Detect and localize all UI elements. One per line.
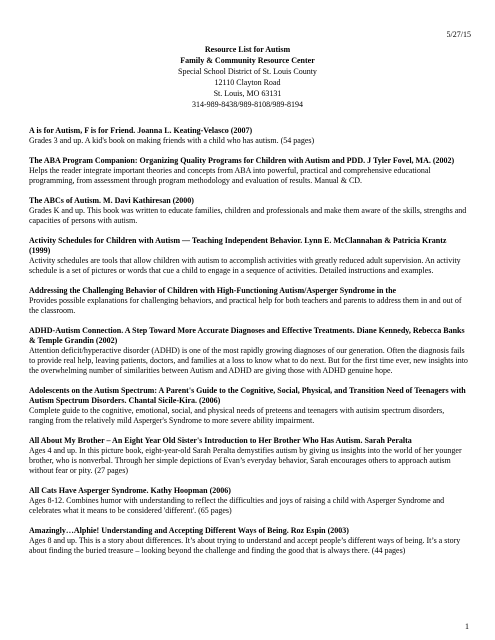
resource-title: Activity Schedules for Children with Autism — Teaching Independent Behavior. Lynn E. McClannahan & Patricia Krantz (1999) xyxy=(29,236,447,255)
resource-entry xyxy=(29,286,469,316)
resource-description: Attention deficit/hyperactive disorder (ADHD) is one of the most rapidly growing diagnoses of our generation. Often the diagnosis fails to provide real help, leaving patients, doctors, and families at a loss to know what to do next. But for the first time ever, new insights into the overwhelming number of similarities between Autism and ADHD are giving those with ADHD genuine hope. xyxy=(29,346,468,375)
resource-entry xyxy=(29,196,469,226)
resource-description: Grades K and up. This book was written to educate families, children and professionals and make them aware of the skills, strengths and capacities of persons with autism. xyxy=(29,206,467,225)
resource-title: All About My Brother – An Eight Year Old Sister's Introduction to Her Brother Who Has Autism. Sarah Peralta xyxy=(29,436,412,445)
document-header xyxy=(0,44,495,110)
resource-entry xyxy=(29,326,469,376)
resource-entry xyxy=(29,526,469,556)
resource-description: Provides possible explanations for challenging behaviors, and practical help for both teachers and parents to address them in and out of the classroom. xyxy=(29,296,462,315)
resource-list xyxy=(29,126,469,566)
resource-entry xyxy=(29,156,469,186)
resource-description: Helps the reader integrate important theories and concepts from ABA into powerful, practical and comprehensive educational programming, from assessment through program methodology and evaluation of results. Manual & CD. xyxy=(29,166,431,185)
header-line: St. Louis, MO 63131 xyxy=(213,89,282,98)
header-line: 12110 Clayton Road xyxy=(214,78,281,87)
resource-description: Complete guide to the cognitive, emotional, social, and physical needs of preteens and teenagers with autisim spectrum disorders, ranging from the relatively mild Asperger's Syndrome to more severe ability impairment. xyxy=(29,406,445,425)
resource-title: Addressing the Challenging Behavior of Children with High-Functioning Autism/Asperger Syndrome in the xyxy=(29,286,397,295)
resource-entry xyxy=(29,486,469,516)
resource-description: Ages 8 and up. This is a story about differences. It’s about trying to understand and accept people’s different ways of being. It’s a story about finding the buried treasure – looking beyond the challenge and finding the good that is always there. (44 pages) xyxy=(29,536,461,555)
resource-entry xyxy=(29,436,469,476)
resource-title: The ABCs of Autism. M. Davi Kathiresan (2000) xyxy=(29,196,194,205)
resource-description: Ages 8-12. Combines humor with understanding to reflect the difficulties and joys of raising a child with Asperger Syndrome and celebrates what it means to be considered 'different'. (65 pages) xyxy=(29,496,445,515)
document-subtitle: Family & Community Resource Center xyxy=(180,56,315,65)
resource-title: The ABA Program Companion: Organizing Quality Programs for Children with Autism and PDD. J Tyler Fovel, MA. (2002) xyxy=(29,156,455,165)
resource-entry xyxy=(29,126,469,146)
resource-entry xyxy=(29,236,469,276)
resource-title: All Cats Have Asperger Syndrome. Kathy Hoopman (2006) xyxy=(29,486,231,495)
resource-title: A is for Autism, F is for Friend. Joanna L. Keating-Velasco (2007) xyxy=(29,126,253,135)
resource-description: Ages 4 and up. In this picture book, eight-year-old Sarah Peralta demystifies autism by giving us insights into the world of her younger brother, who is nonverbal. Through her simple depictions of Evan’s everyday behavior, Sarah encourages others to approach autism without fear or pity. (27 pages) xyxy=(29,446,462,475)
resource-title: Amazingly…Alphie! Understanding and Accepting Different Ways of Being. Roz Espin (2003) xyxy=(29,526,349,535)
resource-title: Adolescents on the Autism Spectrum: A Parent's Guide to the Cognitive, Social, Physical, and Transition Need of Teenagers with Autism Spectrum Disorders. Chantal Sicile-Kira. (2006) xyxy=(29,386,466,405)
document-title: Resource List for Autism xyxy=(204,45,291,54)
page-number: 1 xyxy=(465,622,469,631)
header-line: Special School District of St. Louis County xyxy=(178,67,317,76)
resource-description: Grades 3 and up. A kid's book on making friends with a child who has autism. (54 pages) xyxy=(29,136,315,145)
resource-description: Activity schedules are tools that allow children with autism to accomplish activities with greatly reduced adult supervision. An activity schedule is a set of pictures or words that cue a child to engage in a sequence of activities. Detailed instructions and examples. xyxy=(29,256,461,275)
resource-entry xyxy=(29,386,469,426)
header-line: 314-989-8438/989-8108/989-8194 xyxy=(191,100,304,109)
resource-title: ADHD-Autism Connection. A Step Toward More Accurate Diagnoses and Effective Treatments. Diane Kennedy, Rebecca Banks & Temple Grandin (2002) xyxy=(29,326,465,345)
document-date: 5/27/15 xyxy=(446,30,471,39)
